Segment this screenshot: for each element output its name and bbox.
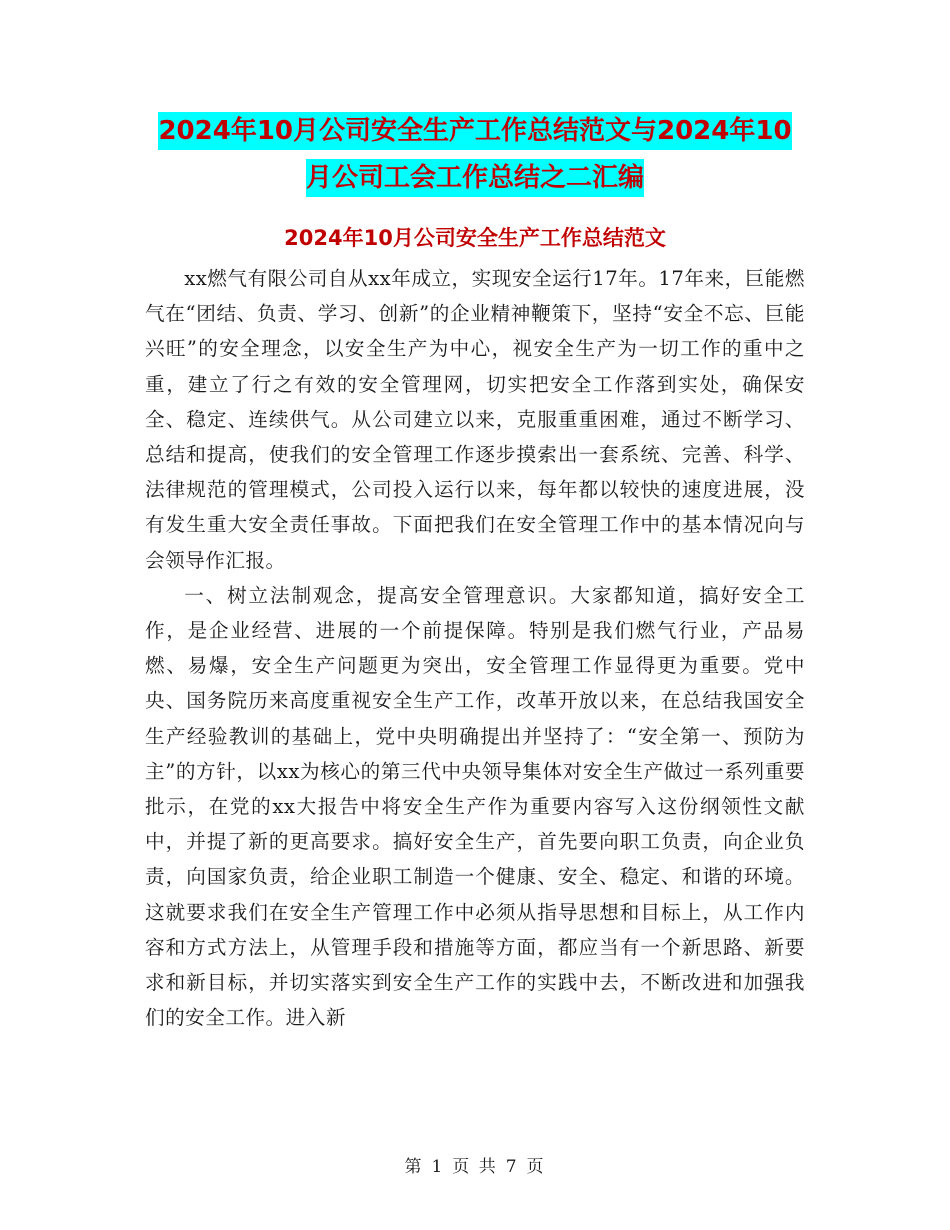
footer-total-pages: 7 <box>505 1157 519 1177</box>
section-heading: 2024年10月公司安全生产工作总结范文 <box>284 226 666 250</box>
footer-page-number: 1 <box>431 1157 445 1177</box>
footer-prefix: 第 <box>404 1157 424 1177</box>
document-body <box>145 261 805 1035</box>
document-title-line-2: 月公司工会工作总结之二汇编 <box>306 159 644 197</box>
document-title <box>150 108 800 202</box>
document-title-line-1: 2024年10月公司安全生产工作总结范文与2024年10 <box>158 112 791 150</box>
page-footer <box>0 1152 950 1177</box>
body-paragraph: xx燃气有限公司自从xx年成立，实现安全运行17年。17年来，巨能燃气在“团结、负责、学习、创新”的企业精神鞭策下，坚持“安全不忘、巨能兴旺”的安全理念，以安全生产为中心，视安全生产为一切工作的重中之重，建立了行之有效的安全管理网，切实把安全工作落到实处，确保安全、稳定、连续供气。从公司建立以来，克服重重困难，通过不断学习、总结和提高，使我们的安全管理工作逐步摸索出一套系统、完善、科学、法律规范的管理模式，公司投入运行以来，每年都以较快的速度进展，没有发生重大安全责任事故。下面把我们在安全管理工作中的基本情况向与会领导作汇报。 <box>145 267 805 572</box>
footer-mid: 页 共 <box>452 1157 498 1177</box>
footer-suffix: 页 <box>526 1157 546 1177</box>
body-paragraph: 一、树立法制观念，提高安全管理意识。大家都知道，搞好安全工作，是企业经营、进展的一个前提保障。特别是我们燃气行业，产品易燃、易爆，安全生产问题更为突出，安全管理工作显得更为重要。党中央、国务院历来高度重视安全生产工作，改革开放以来，在总结我国安全生产经验教训的基础上，党中央明确提出并坚持了：“安全第一、预防为主”的方针，以xx为核心的第三代中央领导集体对安全生产做过一系列重要批示，在党的xx大报告中将安全生产作为重要内容写入这份纲领性文献中，并提了新的更高要求。搞好安全生产，首先要向职工负责，向企业负责，向国家负责，给企业职工制造一个健康、安全、稳定、和谐的环境。这就要求我们在安全生产管理工作中必须从指导思想和目标上，从工作内容和方式方法上，从管理手段和措施等方面，都应当有一个新思路、新要求和新目标，并切实落实到安全生产工作的实践中去，不断改进和加强我们的安全工作。进入新 <box>145 583 805 1030</box>
